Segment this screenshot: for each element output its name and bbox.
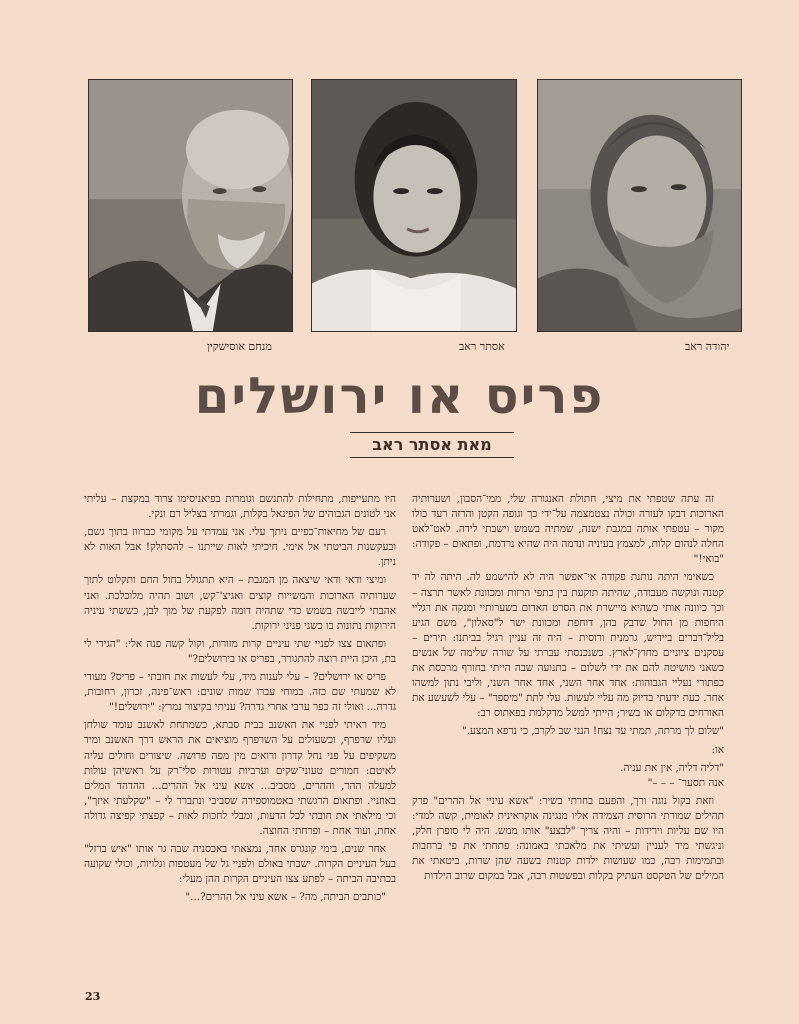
bearded-man-portrait-image: [538, 80, 741, 331]
paragraph: זה עתה שטפתי את מיצי, חתולת האנגורה שלי, ממי־הסבון, ושערותיה הארוכות דבקו לעורה וכולה נצטמצמה על־ידי כך וגופה הקטן והרזה רעד כולו מקור – עטפתי אותה במגבת ישנה, שמתיה בשמש וישבתי לידה. לאט־לאט החלה לנהום קלות, למצמץ בעיניה ונדמה היה שהיא נרדמת, ופתאום – פקודה: "בואי!": [412, 493, 724, 566]
article-title: פריס או ירושלים: [194, 367, 605, 425]
poem-line: "שלום לך מרתה, תמתי עד נצח! הנני שב לקרב, כי נרפא המצע.": [461, 725, 724, 738]
paragraph: אחר שנים, בימי קונגרס אחד, נמצאתי באכסניה שבה גר אותו "איש ברזל" בעל העיניים הקרות. ישבתי באולם ולפניי גל של מעטפות וגלויות, וכולי שקועה בכתיבה הביתה – לפתע צצו העיניים הקרות ההן מעלי:: [84, 843, 396, 886]
paragraph: היו מתעייפות, מתחילות להתנשם וגומרות בפיאניסימו צרוד במקצת – עליתי אני לטונים הגבוהים של הפינאל בקלות, וגמרתי בצליל רם ונקי.: [84, 493, 396, 521]
article-byline: מאת אסתר ראב: [350, 432, 514, 458]
paragraph: מיד ראיתי לפניי את האשנב בבית סבתא, כשמתחת לאשנב עומד שולחן ועליו שרפרף, וכשעולים על השרפרף מוציאים את הראש דרך האשנב ומיד משקיפים על פני נחל קדרון ורואים מין מפה פרושה. שיצורים וחולים עליה לאיטם: חמורים טעוני־שקים וערביות עטורות סלי־רק על ראשיהן עולות למעלה ההר, וההרים, מסביב... אשא עיני אל ההרים... ההדהד המלים באוזניי. ופתאום הרגשתי באטמוספירה שסביבי ונתברר לי – "שקלעתי איזך", וכי מילאתי את חובתי לכל הדעות, ומבלי לחכות לאות – קפצתי קפיצה גדולה אחת, ועוד אחת – ופרחתי החוצה.: [84, 719, 396, 837]
caption-ussishkin: מנחם אוסישקין: [207, 340, 272, 353]
young-woman-portrait-image: [312, 80, 516, 331]
portrait-menachem-ussishkin: [88, 79, 293, 332]
paragraph: רעם של מחיאות־כפיים ניתך עלי. אני עמדתי על מקומי כברווז בתוך גשם, ובעקשנות הביטתי אל אימי. חיכיתי לאות שייתנו – להסתלק! אבל האות לא ניתן.: [84, 526, 396, 569]
portrait-yehuda-raab: [537, 79, 742, 332]
caption-esther-raab: אסתר ראב: [459, 340, 505, 353]
paragraph: כשאימי היתה נותנת פקודה אי־אפשר היה לא להישמע לה. היתה לה יד קטנה ונוקשה מעבודה, שהיתה תוקעת בין כתפי הרזות ומכוונת לאשר תרצה – וכך כיוונה אותי כשהיא מיישרת את הסרט האדום בשערותיי ומנקה את רגליי היחפות מן החול שדבק בהן, דוחפת ומכוונת ישר ל"סאלון", משם הגיע בליל־דברים ביידיש, גרמנית ורוסית – היה זה עניין רגיל בביתנו: תירים – עסקנים ציוניים מחוץ־לארץ. כשנכנסתי עברתי על שורה שלימה של אנשים כשאני מושיטה להם את ידי לשלום – בתנועה שבה הייתי בחורף מרכסת את כפתורי נעליי הגבוהות: אחד אחר השני, אחד אחר השני, וליבי נתון למשהו אחר. כעת ידעתי בדיוק מה עליי לעשות. עלי לתת "מיספר" – עלי לשעשע את האורחים בדקלום או בשיר; הייתי למשל מדקלמת בפאתוס רב:: [412, 571, 724, 720]
paragraph: ומיצי ודאי ודאי שיצאה מן המגבת – היא תתגולל בחול החם ותקלוט לתוך שערותיה הארוכות והמשייות קוצים ואגיצ'־קש, ושוב תהיה מלוכלכת. ואני אהבתי לייבשה בשמש כדי שתהיה דומה לפקעת של מוך לבן, כששתי עיניה הירוקות נתונות בו כשני פניני ירוקות.: [84, 574, 396, 632]
paragraph: פריס או ירושלים? – עלי לענות מיד, עלי לעשות את חובתי – פריס? מעודי לא שמעתי שם כזה. במוחי עברו שמות שונים: ראש־פינה, זכרון, רחובות, גדרה... ואולי זה כפר ערבי אחרי גדרה? עניתי בקיצור נמרץ: "ירושלים!": [84, 671, 396, 714]
paragraph: ופתאום צצו לפניי שתי עיניים קרות מזורות, וקול קשה פנה אלי: "הגידי לי בת, היכן היית רוצה להתגורר, בפריס או בירושלים?": [84, 637, 396, 665]
caption-yehuda-raab: יהודה ראב: [685, 340, 730, 353]
paragraph: "כותבים הביתה, מה? – אשא עיני אל ההרים?...": [185, 891, 386, 904]
portrait-esther-raab: [311, 79, 517, 332]
paragraph: וזאת בקול נוגה ורך, והפעם בחרתי בשיר: "אשא עיניי אל ההרים" פרק תהילים שמורתי הרוסית הצמידה אליו מנגינה אוקראינית לאומית, קשה למדי: היו שם עליות וירידות – והיה צריך "לבצע" אותו ממש. היה לי סופרן חלק, וניגשתי מיד לעניין ועשיתי את מלאכתי באמונה: פתחתי את פי ברחבות ובתמימות רבה, כמו שעושות ילדות קטנות בשעה שהן שרות, ביטאתי את המילים של הטקסט העתיק בקלות ובפשטות רבה, אבל במקום שרוב הילדות: [412, 794, 724, 883]
poem-line: "דליה דליה, אין את עניה.: [620, 761, 724, 774]
poem-line: אנה תסער־ – – –": [647, 776, 724, 789]
paragraph: או:: [711, 743, 724, 756]
article-column-right: [412, 492, 724, 887]
bald-man-portrait-image: [89, 80, 292, 331]
article-column-left: [84, 492, 396, 908]
page-number: 23: [85, 990, 101, 1003]
